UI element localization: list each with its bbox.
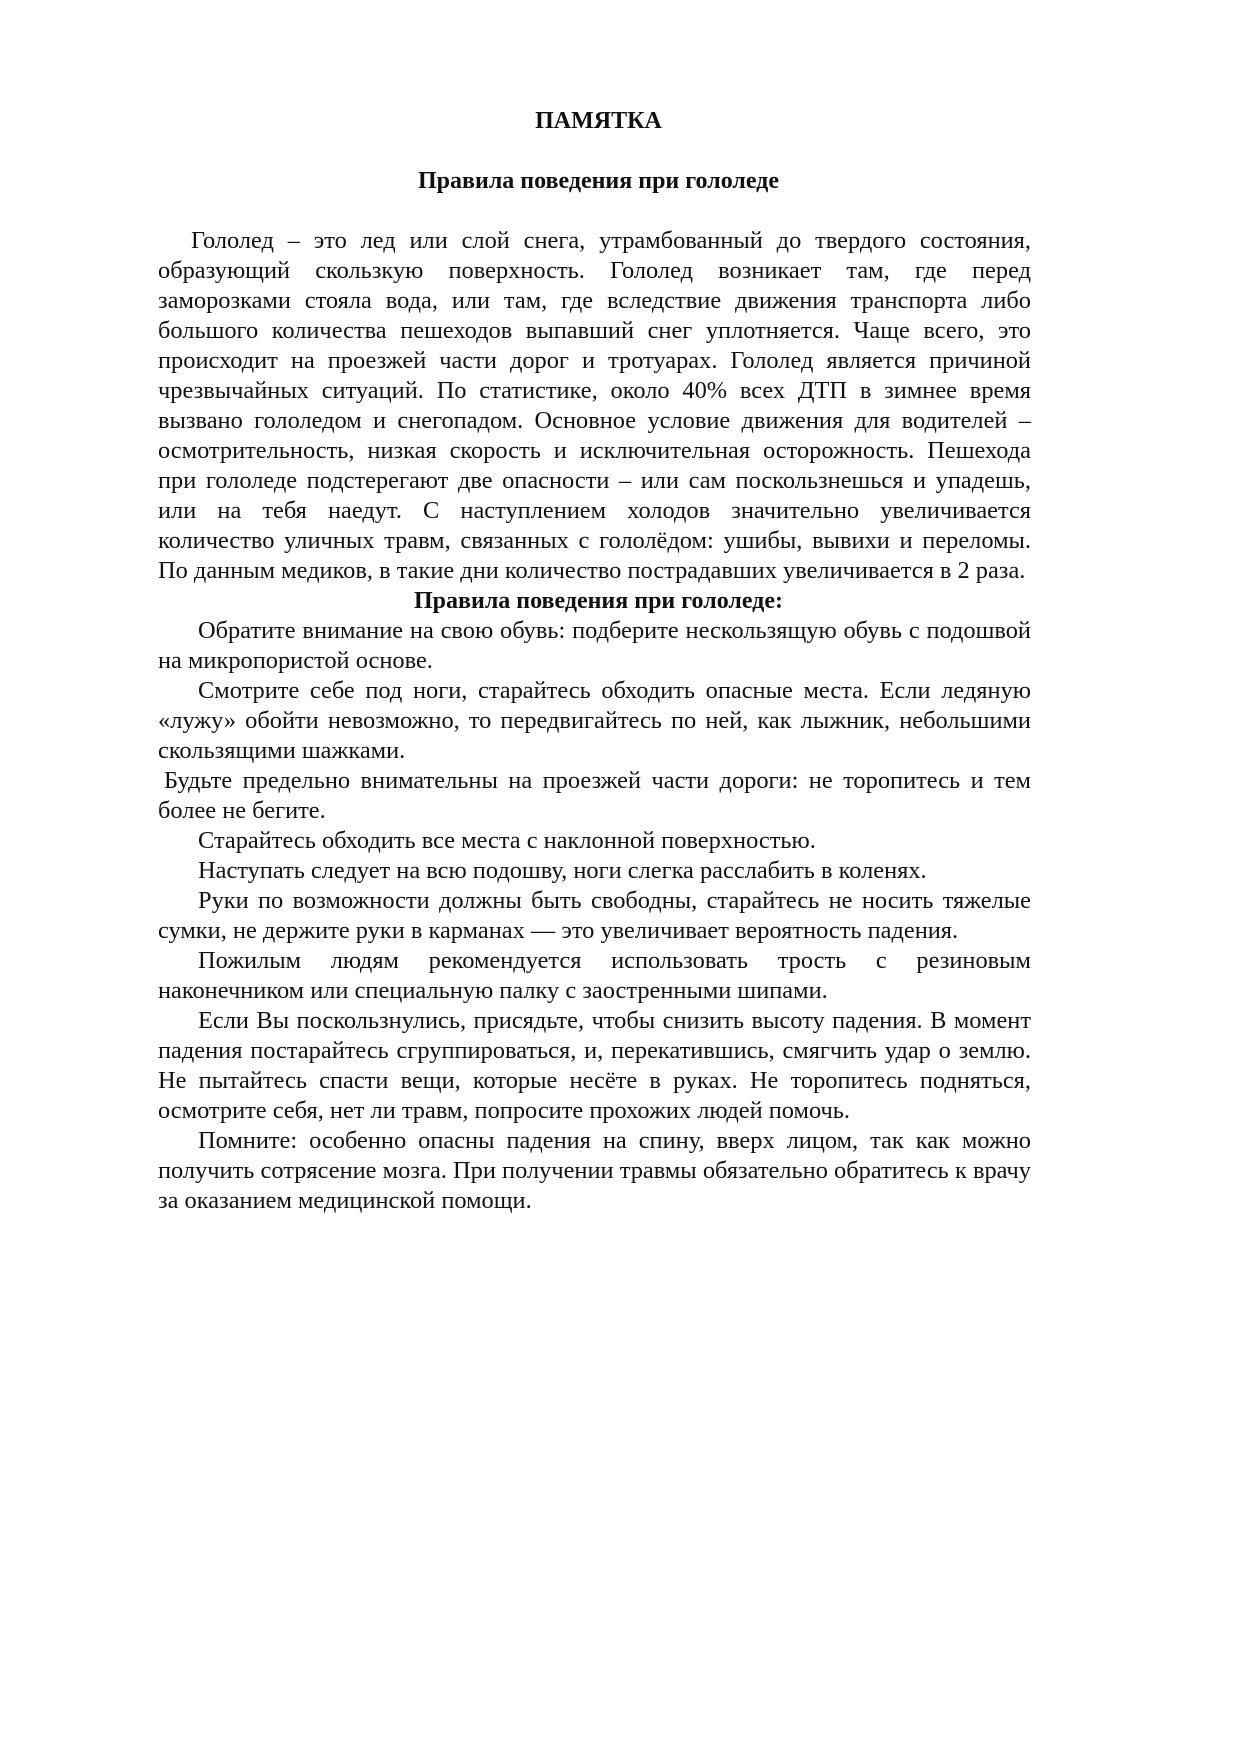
rule-paragraph: Если Вы поскользнулись, присядьте, чтобы снизить высоту падения. В момент падения постарайтесь сгруппироваться, и, перекатившись, смягчить удар о землю. Не пытайтесь спасти вещи, которые несёте в руках. Не торопитесь подняться, осмотрите себя, нет ли травм, попросите прохожих людей помочь.	[158, 1007, 1031, 1124]
rule-paragraph: Будьте предельно внимательны на проезжей части дороги: не торопитесь и тем более не бегите.	[158, 767, 1031, 824]
document-title: ПАМЯТКА	[535, 108, 662, 134]
rule-paragraph: Обратите внимание на свою обувь: подберите нескользящую обувь с подошвой на микропористой основе.	[158, 617, 1031, 674]
rule-paragraph: Наступать следует на всю подошву, ноги слегка расслабить в коленях.	[198, 857, 927, 884]
rule-paragraph: Старайтесь обходить все места с наклонной поверхностью.	[198, 827, 816, 854]
document-subtitle: Правила поведения при гололеде	[418, 168, 779, 194]
rule-paragraph: Помните: особенно опасны падения на спину, вверх лицом, так как можно получить сотрясение мозга. При получении травмы обязательно обратитесь к врачу за оказанием медицинской помощи.	[158, 1127, 1031, 1214]
rule-paragraph: Руки по возможности должны быть свободны, старайтесь не носить тяжелые сумки, не держите руки в карманах — это увеличивает вероятность падения.	[158, 887, 1031, 944]
document-page	[158, 106, 1031, 1216]
rule-paragraph: Смотрите себе под ноги, старайтесь обходить опасные места. Если ледяную «лужу» обойти невозможно, то передвигайтесь по ней, как лыжник, небольшими скользящими шажками.	[158, 677, 1031, 764]
rules-heading: Правила поведения при гололеде:	[414, 588, 783, 614]
rule-paragraph: Пожилым людям рекомендуется использовать трость с резиновым наконечником или специальную палку с заостренными шипами.	[158, 947, 1031, 1004]
intro-paragraph: Гололед – это лед или слой снега, утрамбованный до твердого состояния, образующий скользкую поверхность. Гололед возникает там, где перед заморозками стояла вода, или там, где вследствие движения транспорта либо большого количества пешеходов выпавший снег уплотняется. Чаще всего, это происходит на проезжей части дорог и тротуарах. Гололед является причиной чрезвычайных ситуаций. По статистике, около 40% всех ДТП в зимнее время вызвано гололедом и снегопадом. Основное условие движения для водителей – осмотрительность, низкая скорость и исключительная осторожность. Пешехода при гололеде подстерегают две опасности – или сам поскользнешься и упадешь, или на тебя наедут. С наступлением холодов значительно увеличивается количество уличных травм, связанных с гололёдом: ушибы, вывихи и переломы. По данным медиков, в такие дни количество пострадавших увеличивается в 2 раза.	[158, 227, 1031, 584]
